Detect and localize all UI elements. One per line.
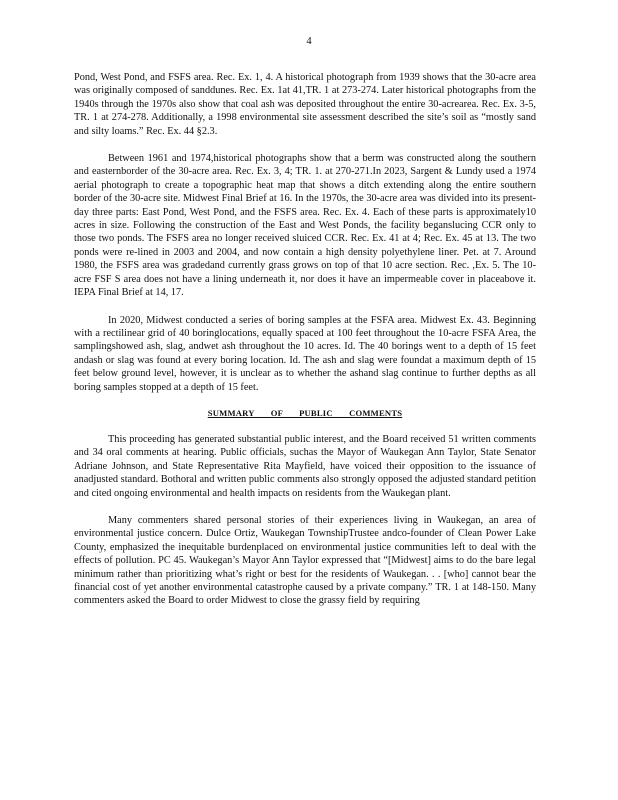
page-number: 4 <box>306 36 312 47</box>
paragraph-public-interest: This proceeding has generated substantial public interest, and the Board received 51 written comments and 34 oral comments at hearing. Public officials, suchas the Mayor of Waukegan Ann Taylor, State Senator Adriane Johnson, and State Representative Rita Mayfield, have voiced their opposition to the issuance of anadjusted standard. Bothoral and written public comments also strongly opposed the adjusted standard petition and cited ongoing environmental and health impacts on residents from the Waukegan plant. <box>74 433 536 499</box>
paragraph-berm-and-ponds: Between 1961 and 1974,historical photographs show that a berm was constructed along the southern and easternborder of the 30-acre area. Rec. Ex. 3, 4; TR. 1. at 270-271.In 2023, Sargent & Lundy used a 1974 aerial photograph to create a topographic heat map that shows a ditch extending along the entire southern border of the 30-acre site. Midwest Final Brief at 16. In the 1970s, the 30-acre area was divided into its present-day three parts: East Pond, West Pond, and the FSFS area. Rec. Ex. 4. Each of these parts is approximately10 acres in size. Following the construction of the East and West Ponds, the facility beganslucing CCR only to those two ponds. The FSFS area no longer received sluiced CCR. Rec. Ex. 41 at 4; Rec. Ex. 45 at 13. The two ponds were re-lined in 2003 and 2004, and now contain a high density polyethylene liner. Pet. at 7. Around 1980, the FSFS area was gradedand currently grass grows on top of that 10 acre section. Rec. ,Ex. 5. The 10-acre FSF S area does not have a lining underneath it, nor does it have an impermeable cover in placeabove it. IEPA Final Brief at 14, 17. <box>74 153 536 299</box>
paragraph-site-history: Pond, West Pond, and FSFS area. Rec. Ex. 1, 4. A historical photograph from 1939 shows that the 30-acre area was originally composed of sanddunes. Rec. Ex. 1at 41,TR. 1 at 273-274. Later historical photographs from the 1940s through the 1970s also show that coal ash was deposited throughout the entire 30-acrearea. Rec. Ex. 3-5, TR. 1 at 274-278. Additionally, a 1998 environmental site assessment described the site’s soil as “mostly sand and silty loams.” Rec. Ex. 44 §2.3. <box>74 72 536 137</box>
section-heading: SUMMARY OF PUBLIC COMMENTS <box>207 407 403 418</box>
paragraph-boring-samples: In 2020, Midwest conducted a series of boring samples at the FSFA area. Midwest Ex. 43. Beginning with a rectilinear grid of 40 boringlocations, equally spaced at 100 feet throughout the 10-acre FSFA Area, the samplingshowed ash, slag, andwet ash throughout the 10 acres. Id. The 40 borings went to a depth of 15 feet andash or slag was found at every boring location. Id. The ash and slag were foundat a maximum depth of 15 feet below ground level, however, it is unclear as to whether the ashand slag continue to further depths as all boring samples stopped at a depth of 15 feet. <box>74 314 536 393</box>
body-text <box>74 71 536 622</box>
paragraph-commenter-stories: Many commenters shared personal stories of their experiences living in Waukegan, an area of environmental justice concern. Dulce Ortiz, Waukegan TownshipTrustee andco-founder of Clean Power Lake County, emphasized the inequitable burdenplaced on environmental justice communities left to deal with the effects of pollution. PC 45. Waukegan’s Mayor Ann Taylor expressed that “[Midwest] aims to do the bare legal minimum rather than prioritizing what’s right or best for the residents of Waukegan. . . [who] cannot bear the financial cost of yet another environmental catastrophe caused by a private company.” TR. 1 at 148-150. Many commenters asked the Board to order Midwest to close the grassy field by requiring <box>74 514 536 607</box>
